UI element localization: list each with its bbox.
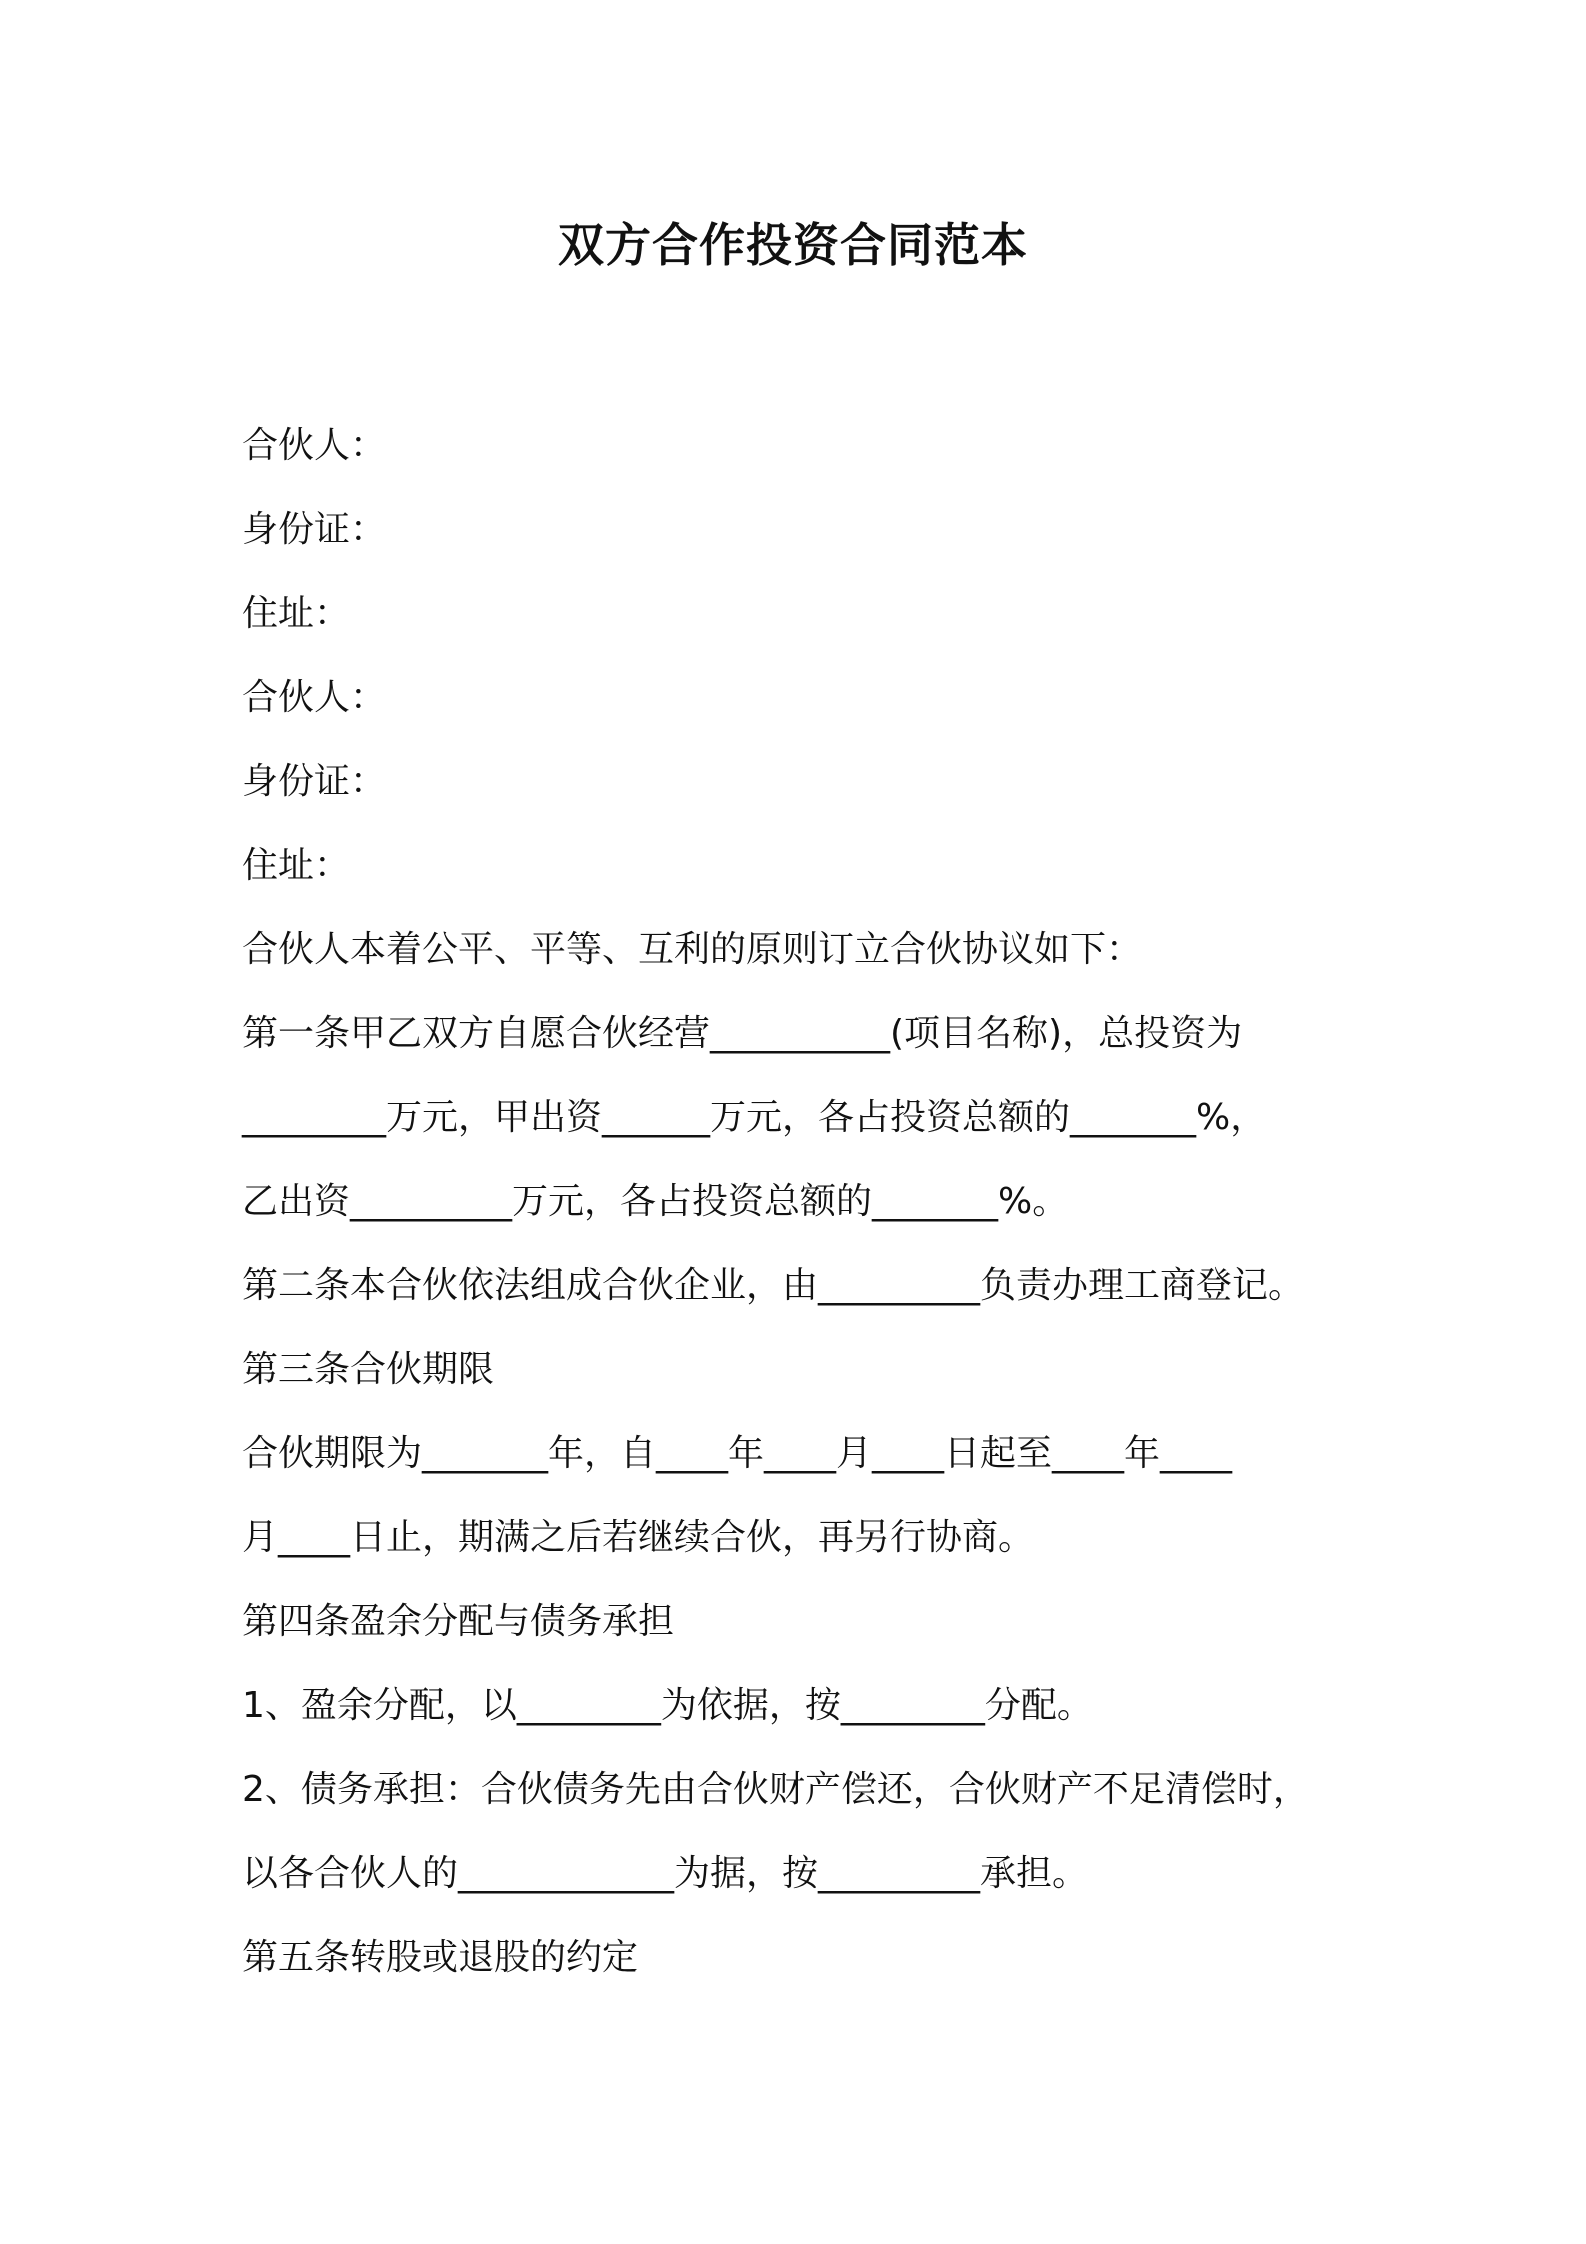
- article-1-line-1: 第一条甲乙双方自愿合伙经营__________(项目名称)，总投资为: [242, 1013, 1243, 1054]
- article-4-item-2-line-2: 以各合伙人的____________为据，按_________承担。: [242, 1853, 1089, 1894]
- article-4-heading: 第四条盈余分配与债务承担: [242, 1601, 675, 1642]
- article-3-line-2: 月____日止，期满之后若继续合伙，再另行协商。: [242, 1517, 1035, 1558]
- party-b-name-line: 合伙人：: [242, 677, 387, 718]
- article-2-line: 第二条本合伙依法组成合伙企业，由_________负责办理工商登记。: [242, 1265, 1305, 1306]
- party-a-id-line: 身份证：: [242, 509, 387, 550]
- article-3-line-1: 合伙期限为_______年，自____年____月____日起至____年____: [242, 1433, 1233, 1474]
- article-1-line-2: ________万元，甲出资______万元，各占投资总额的_______%，: [242, 1097, 1267, 1138]
- article-1-line-3: 乙出资_________万元，各占投资总额的_______%。: [242, 1181, 1069, 1222]
- preamble-line: 合伙人本着公平、平等、互利的原则订立合伙协议如下：: [242, 929, 1143, 970]
- party-a-name-line: 合伙人：: [242, 425, 387, 466]
- document-body: [242, 404, 1362, 2000]
- party-b-id-line: 身份证：: [242, 761, 387, 802]
- article-4-item-2-line-1: 2、债务承担：合伙债务先由合伙财产偿还，合伙财产不足清偿时，: [242, 1769, 1309, 1810]
- article-4-item-1: 1、盈余分配，以________为依据，按________分配。: [242, 1685, 1093, 1726]
- article-5-heading: 第五条转股或退股的约定: [242, 1937, 639, 1978]
- article-3-heading: 第三条合伙期限: [242, 1349, 495, 1390]
- party-a-address-line: 住址：: [242, 593, 351, 634]
- document-title: 双方合作投资合同范本: [558, 218, 1028, 272]
- party-b-address-line: 住址：: [242, 845, 351, 886]
